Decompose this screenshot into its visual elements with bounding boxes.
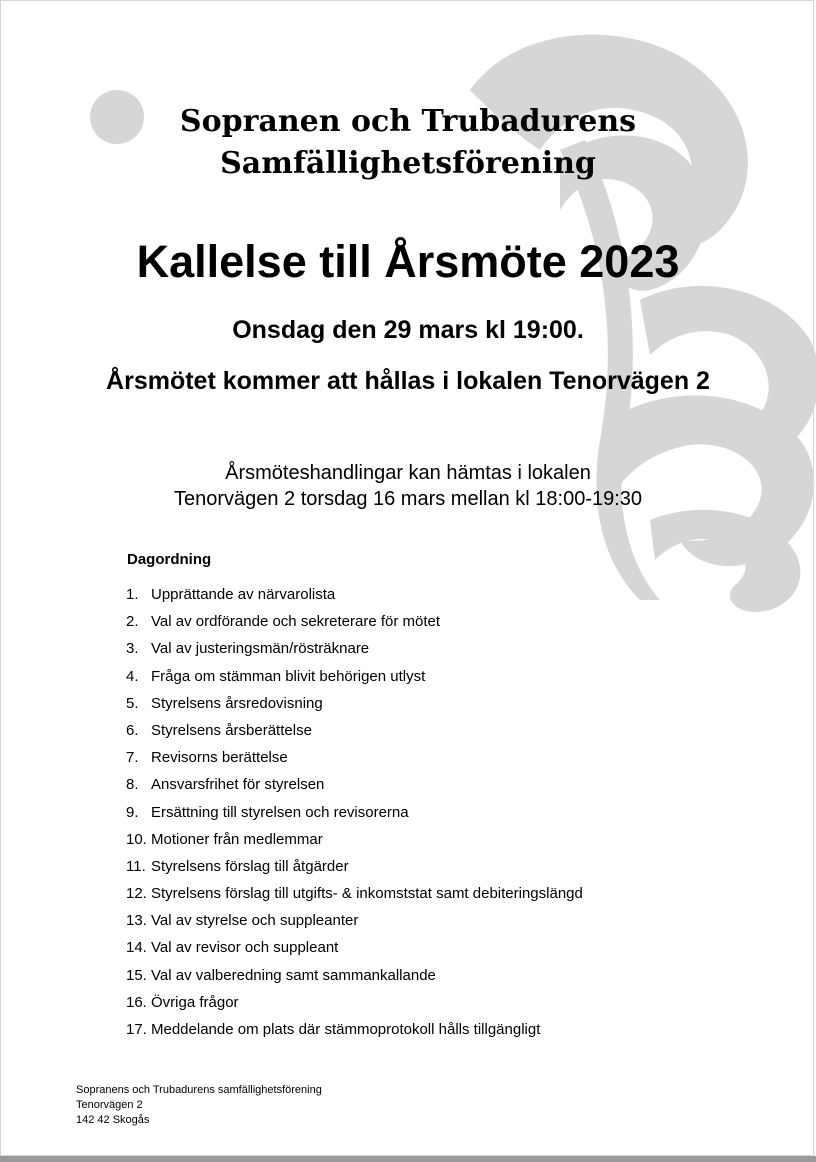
agenda-item-text: Ersättning till styrelsen och revisorerna (151, 803, 409, 821)
agenda-item (126, 993, 583, 1020)
agenda-item (126, 857, 583, 884)
meeting-venue: Årsmötet kommer att hållas i lokalen Tenorvägen 2 (106, 367, 710, 395)
agenda-item (126, 1020, 583, 1047)
agenda-item-text: Fråga om stämman blivit behörigen utlyst (151, 667, 426, 685)
footer-address (76, 1083, 322, 1128)
agenda-item (126, 884, 583, 911)
footer-street: Tenorvägen 2 (76, 1099, 143, 1111)
meeting-date: Onsdag den 29 mars kl 19:00. (232, 316, 584, 344)
agenda-item-text: Meddelande om plats där stämmoprotokoll hålls tillgängligt (151, 1021, 541, 1038)
agenda-item-text: Styrelsens förslag till utgifts- & inkomststat samt debiteringslängd (151, 885, 583, 903)
agenda-item-text: Styrelsens årsredovisning (151, 694, 323, 712)
agenda-item (126, 639, 583, 666)
agenda-item-number: 15. (126, 966, 147, 984)
agenda-item-number: 6. (126, 721, 139, 739)
agenda-item (126, 775, 583, 802)
agenda-heading: Dagordning (127, 551, 212, 568)
agenda-item (126, 830, 583, 857)
agenda-item (126, 694, 583, 721)
org-name-line1: Sopranen och Trubadurens (179, 104, 637, 139)
agenda-item-text: Val av ordförande och sekreterare för mötet (151, 613, 441, 631)
agenda-item-number: 8. (126, 776, 139, 794)
agenda-item (126, 911, 583, 938)
agenda-item-number: 13. (126, 912, 147, 930)
agenda-item-number: 1. (126, 586, 139, 603)
agenda-item (126, 585, 583, 612)
agenda-item-number: 5. (126, 694, 139, 712)
agenda-item-number: 16. (126, 993, 147, 1011)
documents-info-line1: Årsmöteshandlingar kan hämtas i lokalen (225, 462, 591, 484)
footer-org-name: Sopranens och Trubadurens samfällighetsförening (76, 1084, 322, 1096)
agenda-item (126, 938, 583, 965)
agenda-item-text: Revisorns berättelse (151, 749, 288, 767)
agenda-item-text: Val av styrelse och suppleanter (151, 912, 359, 930)
agenda-item (126, 612, 583, 639)
agenda-item (126, 748, 583, 775)
agenda-item-number: 11. (126, 857, 146, 875)
bottom-bar (0, 1156, 816, 1162)
agenda-item-number: 7. (126, 749, 139, 767)
agenda-item (126, 966, 583, 993)
agenda-item-number: 3. (126, 640, 139, 658)
agenda-item-number: 17. (126, 1021, 147, 1038)
agenda-item (126, 721, 583, 748)
agenda-item-number: 4. (126, 667, 139, 685)
agenda-item-text: Val av justeringsmän/rösträknare (151, 640, 370, 658)
agenda-item (126, 667, 583, 694)
agenda-item (126, 803, 583, 830)
agenda-item-number: 14. (126, 939, 147, 957)
agenda-item-number: 9. (126, 803, 139, 821)
agenda-item-text: Val av valberedning samt sammankallande (151, 966, 436, 984)
agenda-list (126, 585, 583, 1047)
agenda-item-number: 2. (126, 613, 139, 631)
agenda-item-text: Styrelsens årsberättelse (151, 721, 312, 739)
footer-postal: 142 42 Skogås (76, 1114, 150, 1126)
agenda-item-number: 12. (126, 885, 147, 903)
agenda-item-number: 10. (126, 830, 147, 848)
page-title: Kallelse till Årsmöte 2023 (136, 236, 680, 287)
agenda-item-text: Ansvarsfrihet för styrelsen (151, 776, 325, 794)
agenda-item-text: Styrelsens förslag till åtgärder (151, 857, 349, 875)
documents-info-line2: Tenorvägen 2 torsdag 16 mars mellan kl 18:00-19:30 (173, 488, 643, 510)
org-name-line2: Samfällighetsförening (220, 146, 596, 181)
agenda-item-text: Övriga frågor (151, 993, 239, 1011)
agenda-item-text: Upprättande av närvarolista (151, 586, 336, 603)
agenda-item-text: Motioner från medlemmar (151, 830, 323, 848)
agenda-item-text: Val av revisor och suppleant (151, 939, 339, 957)
